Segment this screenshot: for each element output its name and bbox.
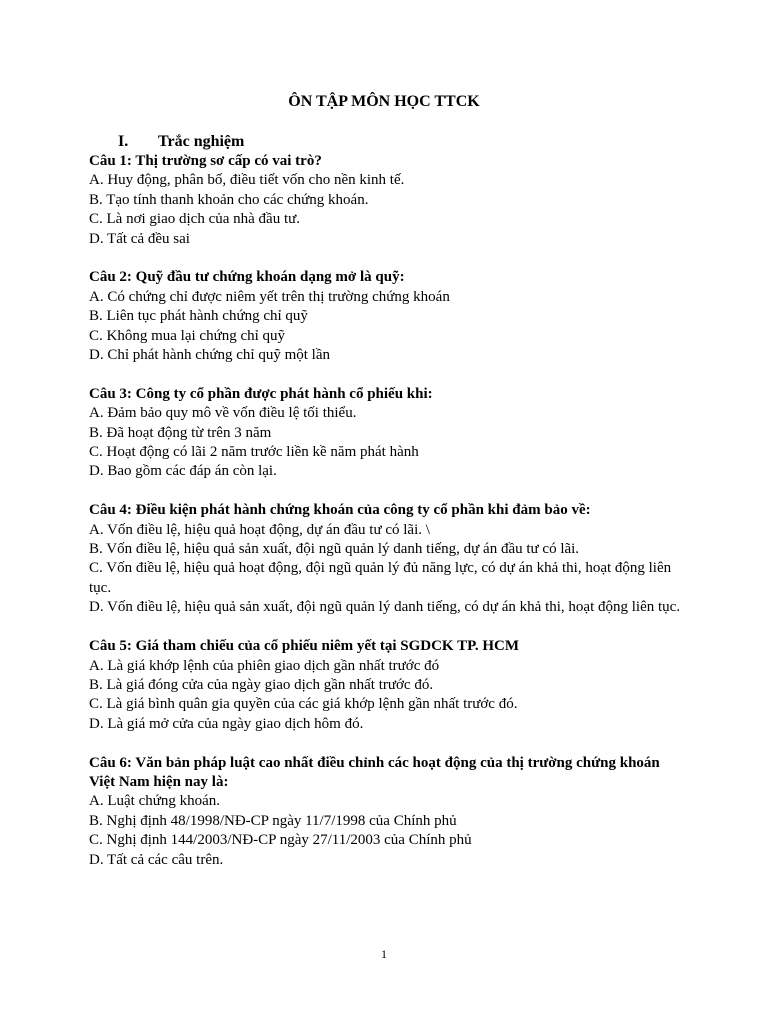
question-4: [89, 501, 689, 617]
answer-option-c: C. Hoạt động có lãi 2 năm trước liền kề năm phát hành: [89, 444, 419, 461]
answer-option-d: D. Vốn điều lệ, hiệu quả sản xuất, đội ngũ quản lý danh tiếng, có dự án khả thi, hoạt động liên tục.: [89, 599, 681, 616]
question-3: [89, 385, 689, 482]
answer-option-a: A. Là giá khớp lệnh của phiên giao dịch gần nhất trước đó: [89, 657, 440, 674]
answer-option-a: A. Vốn điều lệ, hiệu quả hoạt động, dự án đầu tư có lãi. \: [89, 521, 430, 538]
answer-option-c: C. Là nơi giao dịch của nhà đầu tư.: [89, 211, 301, 228]
answer-option-a: A. Luật chứng khoán.: [89, 793, 221, 810]
question-title: Câu 1: Thị trường sơ cấp có vai trò?: [89, 153, 322, 169]
section-heading: [118, 132, 244, 152]
answer-option-b: B. Tạo tính thanh khoản cho các chứng khoán.: [89, 191, 369, 208]
question-list: [89, 152, 689, 889]
answer-option-a: A. Có chứng chỉ được niêm yết trên thị trường chứng khoán: [89, 288, 450, 305]
question-title: Câu 5: Giá tham chiếu của cổ phiếu niêm yết tại SGDCK TP. HCM: [89, 638, 520, 655]
answer-option-d: D. Là giá mở cửa của ngày giao dịch hôm đó.: [89, 715, 364, 732]
section-title: Trắc nghiệm: [158, 133, 245, 150]
answer-option-a: A. Huy động, phân bố, điều tiết vốn cho nền kinh tế.: [89, 172, 405, 189]
document-title: ÔN TẬP MÔN HỌC TTCK: [288, 93, 480, 110]
answer-option-a: A. Đảm bảo quy mô về vốn điều lệ tối thiểu.: [89, 405, 357, 422]
answer-option-b: B. Đã hoạt động từ trên 3 năm: [89, 424, 272, 441]
question-title: Câu 2: Quỹ đầu tư chứng khoán dạng mở là quỹ:: [89, 269, 405, 286]
answer-option-d: D. Tất cả đều sai: [89, 230, 190, 247]
answer-option-d: D. Tất cả các câu trên.: [89, 851, 224, 868]
section-number: I.: [118, 133, 129, 150]
answer-option-d: D. Bao gồm các đáp án còn lại.: [89, 463, 277, 480]
answer-option-b: B. Vốn điều lệ, hiệu quả sản xuất, đội ngũ quản lý danh tiếng, dự án đầu tư có lãi.: [89, 541, 580, 558]
question-2: [89, 268, 689, 365]
question-5: [89, 637, 689, 734]
answer-option-c: C. Nghị định 144/2003/NĐ-CP ngày 27/11/2003 của Chính phủ: [89, 832, 472, 849]
question-title: Câu 4: Điều kiện phát hành chứng khoán của công ty cổ phần khi đảm bảo về:: [89, 502, 591, 519]
question-title: Câu 6: Văn bản pháp luật cao nhất điều chỉnh các hoạt động của thị trường chứng khoán Việt Nam hiện nay là:: [89, 754, 660, 790]
answer-option-b: B. Liên tục phát hành chứng chỉ quỹ: [89, 308, 308, 325]
answer-option-c: C. Là giá bình quân gia quyền của các giá khớp lệnh gần nhất trước đó.: [89, 696, 518, 713]
answer-option-b: B. Là giá đóng cửa của ngày giao dịch gần nhất trước đó.: [89, 676, 434, 693]
page-number: 1: [381, 947, 387, 961]
answer-option-b: B. Nghị định 48/1998/NĐ-CP ngày 11/7/1998 của Chính phủ: [89, 812, 457, 829]
question-1: [89, 152, 689, 249]
question-6: [89, 754, 689, 870]
answer-option-c: C. Không mua lại chứng chỉ quỹ: [89, 327, 286, 344]
question-title: Câu 3: Công ty cổ phần được phát hành cổ phiếu khi:: [89, 385, 433, 402]
answer-option-d: D. Chỉ phát hành chứng chỉ quỹ một lần: [89, 347, 331, 364]
answer-option-c: C. Vốn điều lệ, hiệu quả hoạt động, đội ngũ quản lý đủ năng lực, có dự án khả thi, hoạt động liên tục.: [89, 560, 672, 596]
